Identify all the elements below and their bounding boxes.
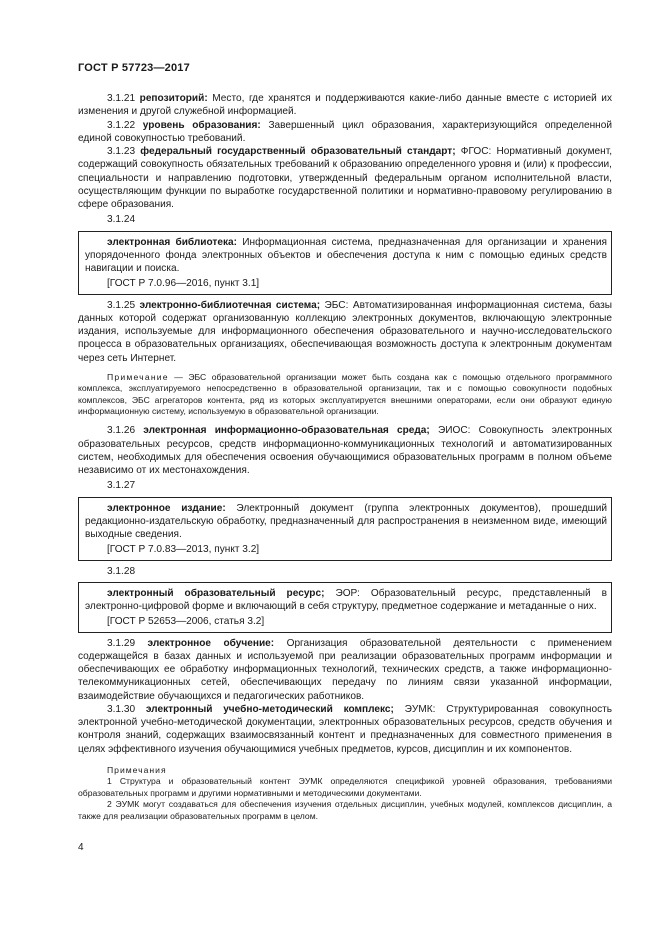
entry-number: 3.1.26: [107, 425, 136, 437]
definition-source: [ГОСТ Р 7.0.96—2016, пункт 3.1]: [107, 278, 260, 290]
quoted-definition: [85, 236, 607, 276]
entry-definition: ФГОС: Нормативный документ, содержащий совокупность обязательных требований к образованию определенного уровня и (или) к профессии, специальности и направлению подготовки, утвержденный федеральным органом исполнительной власти, осуществляющим функции по выработке государственной политики и нормативно-правовому регулированию в сфере образования.: [78, 146, 613, 210]
entry-number-3-1-28: 3.1.28: [107, 565, 136, 577]
entry-term: федеральный государственный образовательный стандарт;: [140, 146, 456, 157]
entry-term: электронная библиотека:: [107, 236, 238, 248]
entry-3-1-25: [78, 299, 612, 365]
entry-number: 3.1.22: [107, 119, 136, 131]
entry-definition: Информационная система, предназначенная для организации и хранения упорядоченного фонда электронных объектов и обеспечения доступа к ним с помощью единых средств навигации и поиска.: [85, 236, 607, 274]
document-id-header: ГОСТ Р 57723—2017: [78, 62, 190, 74]
entry-term: электронное издание:: [107, 502, 226, 514]
entry-definition: Место, где хранятся и поддерживаются какие-либо данные вместе с историей их изменения и другой служебной информацией.: [78, 93, 612, 118]
note-item-1: 1 Структура и образовательный контент ЭУМК определяются спецификой уровней образования, требованиями образовательных программ и другими нормативными и методическими документами.: [78, 776, 612, 798]
entry-number: 3.1.21: [107, 93, 136, 104]
entry-3-1-23: [78, 145, 612, 211]
entry-definition: ЭИОС: Совокупность электронных образовательных ресурсов, средств информационно-коммуникационных технологий и автоматизированных систем, необходимых для обеспечения освоения обучающимися образовательных программ в полном объеме независимо от их местонахождения.: [78, 425, 612, 477]
entry-3-1-21: [78, 92, 612, 119]
quoted-definition-box-3-1-28: [78, 582, 612, 633]
entry-term: электронный учебно-методический комплекс;: [145, 703, 394, 715]
document-body: [78, 92, 612, 822]
entry-number: 3.1.25: [107, 299, 136, 311]
entry-number-3-1-27: 3.1.27: [107, 480, 136, 492]
note-item-2: 2 ЭУМК могут создаваться для обеспечения изучения отдельных дисциплин, учебных модулей, комплексов дисциплин, а также для реализации образовательных программ в целом.: [78, 799, 612, 821]
entry-definition: ЭУМК: Структурированная совокупность электронной учебно-методической документации, электронных образовательных ресурсов, средств обучения и контроля знаний, содержащих взаимосвязанный контент и предназначенных для совместного применения в целях эффективного изучения обучающимися учебных предметов, курсов, дисциплин и их компонентов.: [78, 703, 613, 755]
note-text: — ЭБС образовательной организации может быть создана как с помощью отдельного программного комплекса, эксплуатируемого непосредственно в образовательной организации, так и с помощью совокупности подобных комплексов, ЭБС агрегаторов контента, ряд из которых эксплуатируется внешними операторами, если они образуют единую информационную систему, используемую в образовательной организации.: [78, 371, 612, 416]
entry-definition: Завершенный цикл образования, характеризующийся определенной единой совокупностью требований.: [78, 119, 613, 144]
entry-number: 3.1.23: [107, 146, 136, 157]
note-3-1-25: [78, 372, 612, 418]
entry-term: электронное обучение:: [147, 637, 275, 649]
entry-3-1-29: [78, 637, 612, 703]
page-number: 4: [78, 842, 84, 853]
entry-term: уровень образования:: [142, 119, 261, 131]
entry-definition: ЭОР: Образовательный ресурс, представленный в электронно-цифровой форме и включающий в себя структуру, предметное содержание и метаданные о них.: [85, 587, 607, 613]
entry-number: 3.1.29: [107, 637, 136, 649]
entry-3-1-30: [78, 703, 612, 756]
entry-term: электронно-библиотечная система;: [139, 299, 321, 311]
entry-3-1-26: [78, 424, 612, 477]
quoted-definition: [85, 587, 607, 614]
entry-number-3-1-24: 3.1.24: [107, 214, 136, 226]
entry-definition: ЭБС: Автоматизированная информационная система, базы данных которой содержат организованную коллекцию электронных документов, включающую электронные издания, используемые для информационного обеспечения образовательного и научно-исследовательского процесса в образовательных организациях, обеспечивающая возможность доступа к электронным документам через сеть Интернет.: [78, 299, 613, 364]
entry-definition: Электронный документ (группа электронных документов), прошедший редакционно-издательскую обработку, предназначенный для распространения в неизменном виде, имеющий выходные сведения.: [85, 502, 608, 541]
quoted-definition-box-3-1-27: [78, 497, 612, 561]
entry-definition: Организация образовательной деятельности с применением содержащейся в базах данных и используемой при реализации образовательных программ информации и обеспечивающих ее обработку информационных технологий, технических средств, а также информационно-телекоммуникационных сетей, обеспечивающих передачу по линиям связи указанной информации, взаимодействие обучающихся и педагогических работников.: [78, 637, 612, 702]
quoted-definition: [85, 502, 607, 542]
entry-term: репозиторий:: [139, 93, 208, 104]
entry-3-1-22: [78, 119, 612, 146]
quoted-definition-box-3-1-24: [78, 231, 612, 295]
definition-source: [ГОСТ Р 52653—2006, статья 3.2]: [107, 616, 265, 628]
notes-heading: Примечания: [107, 764, 167, 775]
entry-term: электронный образовательный ресурс;: [107, 587, 325, 599]
note-label: Примечание: [107, 371, 169, 382]
entry-number: 3.1.30: [107, 703, 136, 715]
definition-source: [ГОСТ Р 7.0.83—2013, пункт 3.2]: [107, 544, 260, 556]
entry-term: электронная информационно-образовательная среда;: [143, 425, 430, 437]
